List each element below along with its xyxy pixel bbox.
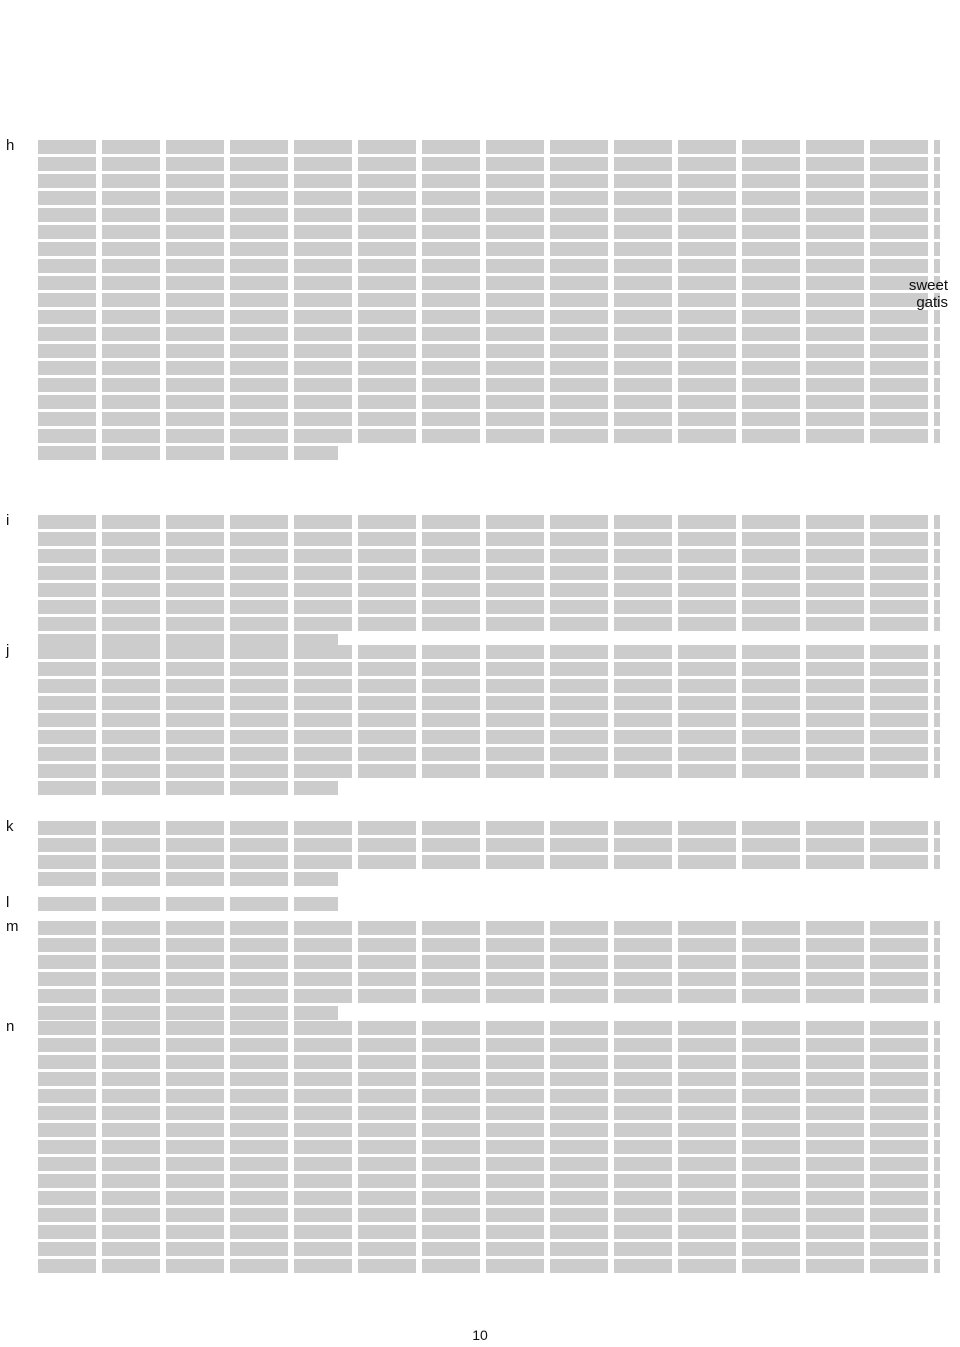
note-n-block (0, 1018, 960, 1318)
unreadable-line (38, 378, 940, 392)
unreadable-line (38, 617, 940, 631)
unreadable-line (38, 276, 940, 290)
note-label: n (6, 1018, 15, 1035)
unreadable-line (38, 293, 940, 307)
unreadable-line (38, 938, 940, 952)
note-l-block (0, 894, 960, 914)
unreadable-line (38, 361, 940, 375)
unreadable-line (38, 1021, 940, 1035)
unreadable-line (38, 1191, 940, 1205)
unreadable-line (38, 764, 940, 778)
note-j-block (0, 642, 960, 812)
note-label: m (6, 918, 19, 935)
unreadable-line (38, 344, 940, 358)
unreadable-line (38, 140, 940, 154)
note-text (38, 818, 948, 886)
unreadable-line (38, 1242, 940, 1256)
unreadable-line (38, 1106, 940, 1120)
unreadable-line (38, 1123, 940, 1137)
unreadable-line (38, 781, 338, 795)
unreadable-line (38, 225, 940, 239)
note-k-block (0, 818, 960, 898)
unreadable-line (38, 429, 940, 443)
unreadable-line (38, 1157, 940, 1171)
unreadable-line (38, 989, 940, 1003)
unreadable-line (38, 174, 940, 188)
unreadable-line (38, 412, 940, 426)
unreadable-line (38, 645, 940, 659)
note-text (38, 642, 948, 795)
unreadable-line (38, 730, 940, 744)
note-text (38, 918, 948, 1020)
line-fragment: sweet (908, 277, 948, 294)
unreadable-line (38, 157, 940, 171)
note-text (38, 1018, 948, 1273)
unreadable-line (38, 955, 940, 969)
unreadable-line (38, 679, 940, 693)
unreadable-line (38, 242, 940, 256)
note-text (38, 137, 948, 460)
unreadable-line (38, 259, 940, 273)
note-label: i (6, 512, 10, 529)
unreadable-line (38, 1055, 940, 1069)
note-label: l (6, 894, 10, 911)
unreadable-line (38, 1140, 940, 1154)
note-h-block (0, 137, 960, 497)
note-m-block (0, 918, 960, 1028)
note-label: k (6, 818, 14, 835)
unreadable-line (38, 583, 940, 597)
note-i-block (0, 512, 960, 652)
unreadable-line (38, 327, 940, 341)
unreadable-line (38, 549, 940, 563)
unreadable-line (38, 821, 940, 835)
unreadable-line (38, 1174, 940, 1188)
unreadable-line (38, 208, 940, 222)
unreadable-line (38, 1225, 940, 1239)
unreadable-line (38, 921, 940, 935)
unreadable-line (38, 515, 940, 529)
unreadable-line (38, 191, 940, 205)
unreadable-line (38, 872, 338, 886)
page-number: 10 (472, 1327, 488, 1343)
unreadable-line (38, 1072, 940, 1086)
unreadable-line (38, 600, 940, 614)
unreadable-line (38, 713, 940, 727)
unreadable-line (38, 1038, 940, 1052)
unreadable-line (38, 696, 940, 710)
unreadable-line (38, 566, 940, 580)
unreadable-line (38, 972, 940, 986)
unreadable-line (38, 1089, 940, 1103)
note-text (38, 512, 948, 648)
unreadable-line (38, 838, 940, 852)
note-label: h (6, 137, 15, 154)
unreadable-line (38, 532, 940, 546)
unreadable-line (38, 395, 940, 409)
note-label: j (6, 642, 10, 659)
unreadable-line (38, 310, 940, 324)
unreadable-line (38, 1259, 940, 1273)
unreadable-line (38, 662, 940, 676)
unreadable-line (38, 855, 940, 869)
line-fragment: gatis (916, 294, 948, 311)
unreadable-line (38, 1208, 940, 1222)
unreadable-line (38, 446, 338, 460)
unreadable-line (38, 747, 940, 761)
unreadable-line (38, 897, 338, 911)
note-text (38, 894, 948, 911)
